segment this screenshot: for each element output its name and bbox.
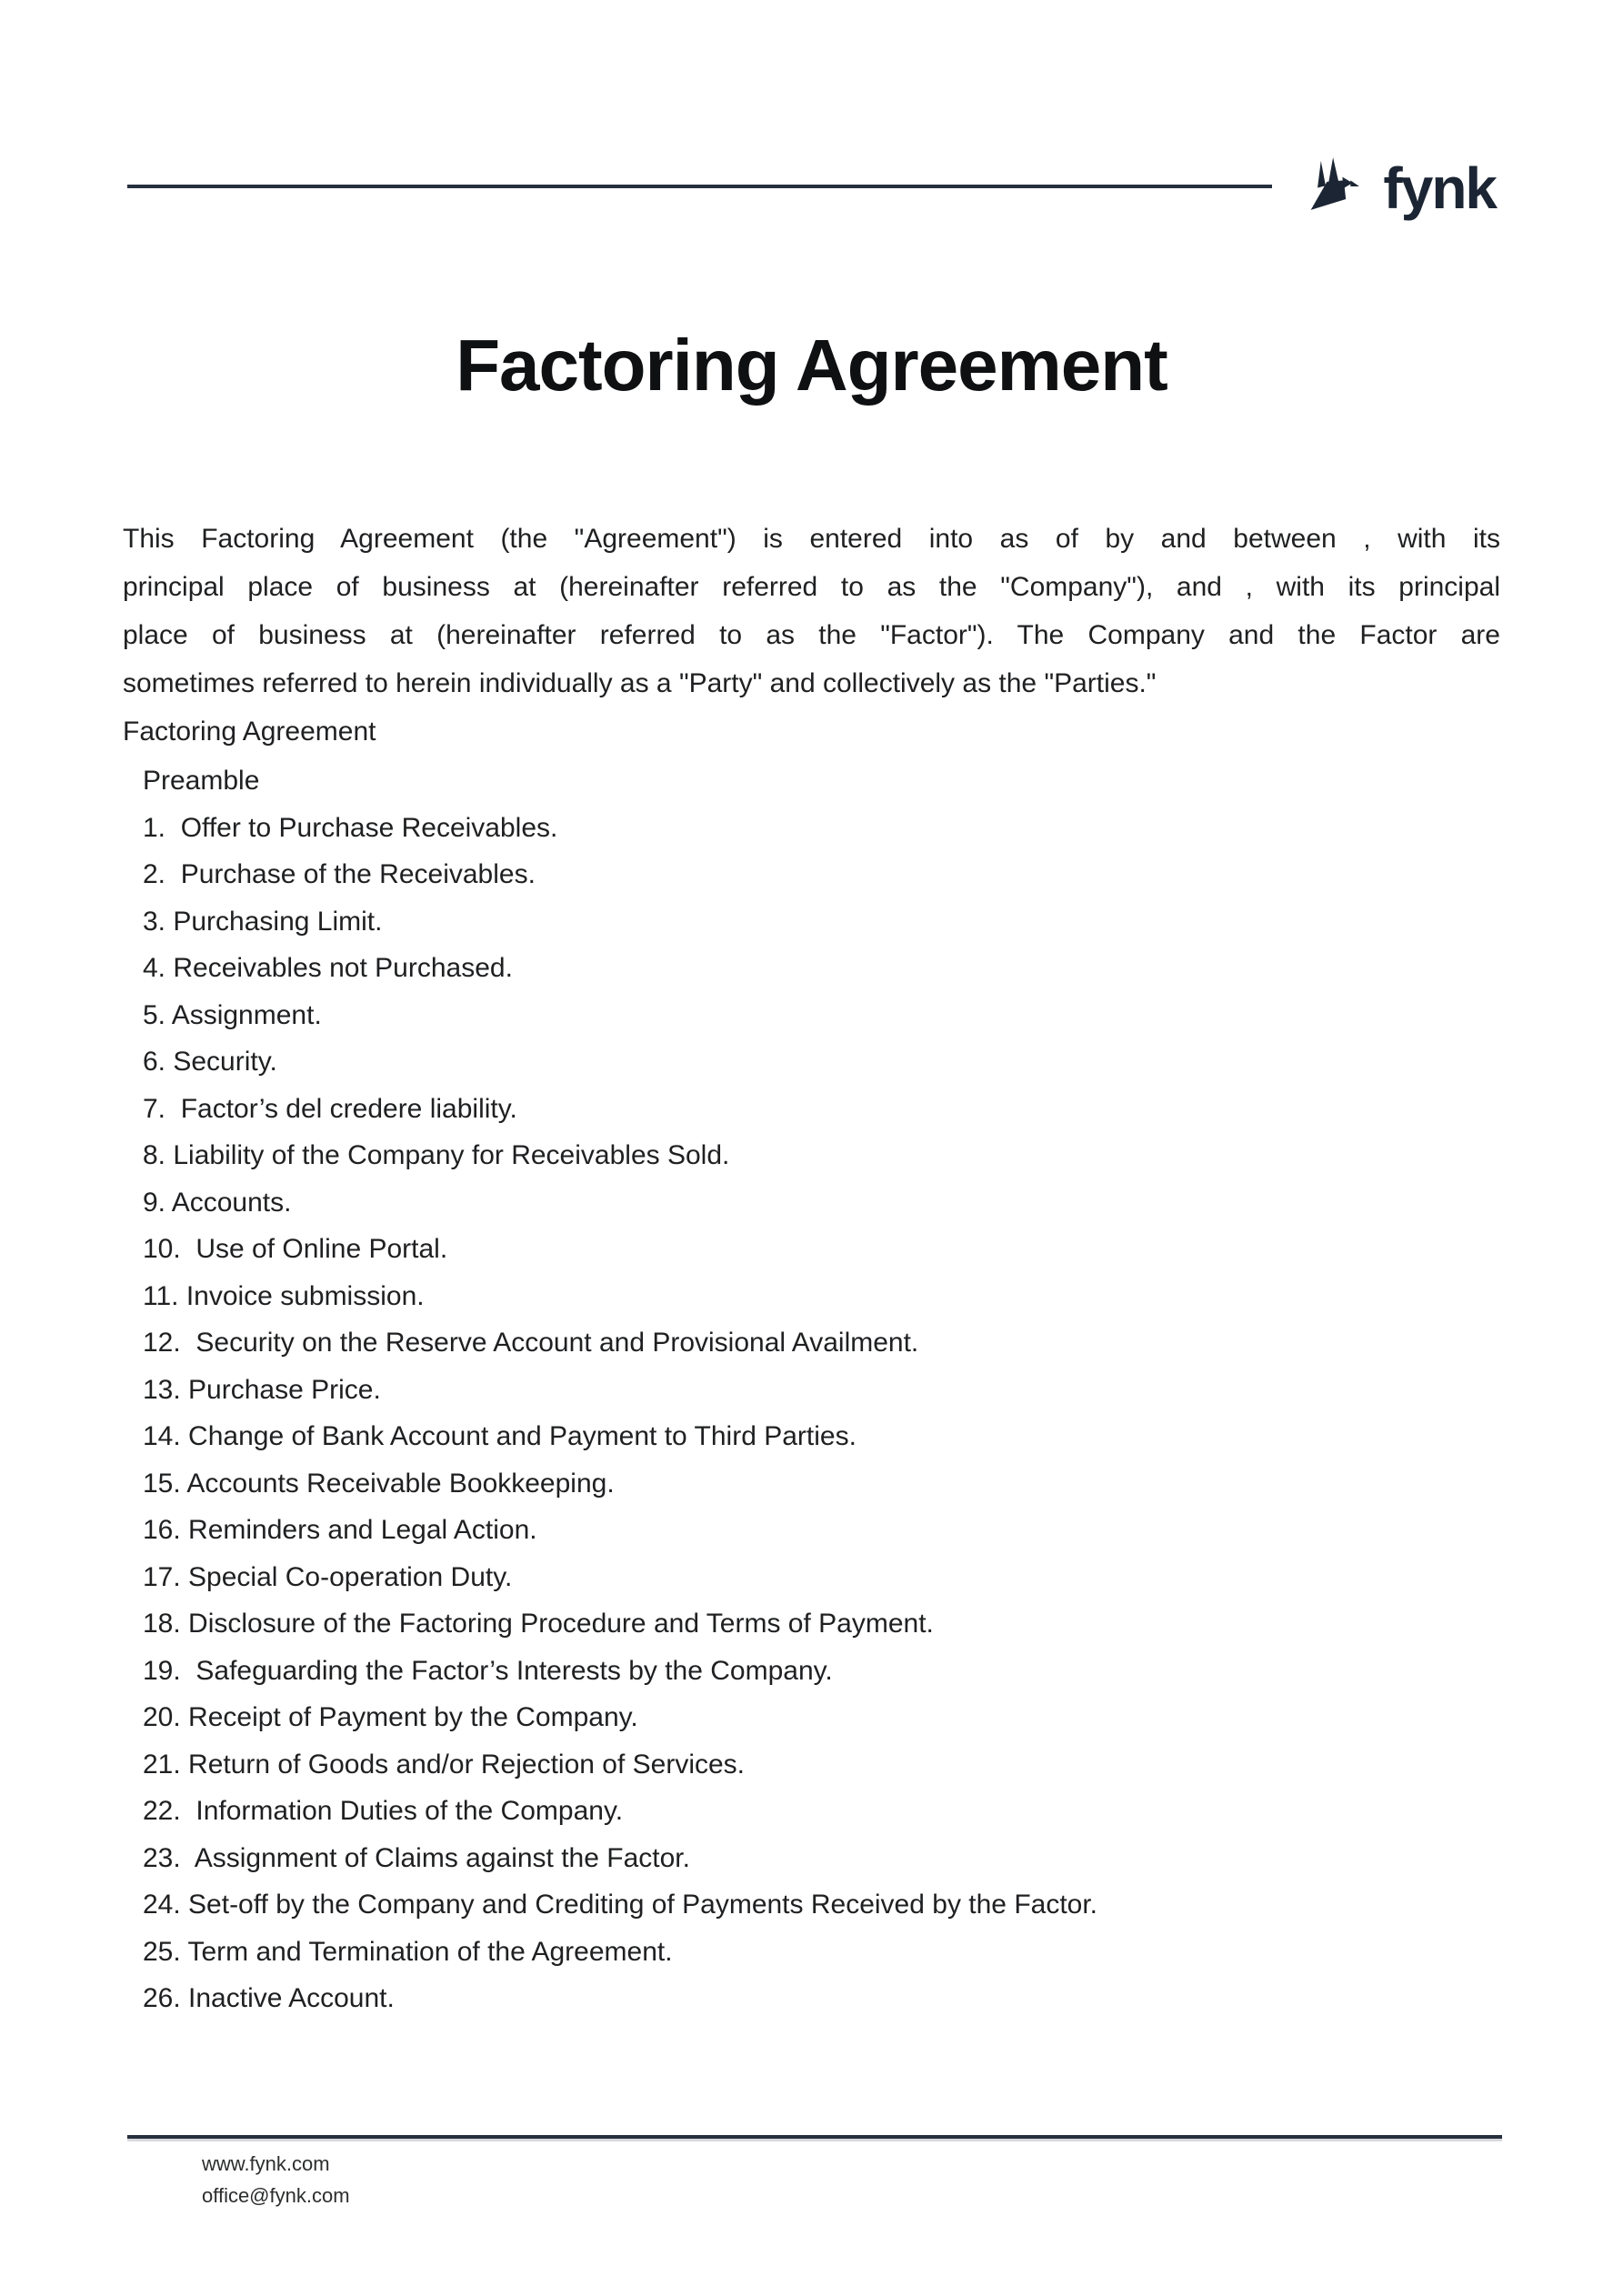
toc-item: 22. Information Duties of the Company. (143, 1796, 624, 1826)
intro-subtitle: Factoring Agreement (123, 717, 376, 747)
toc-item: 23. Assignment of Claims against the Factor. (143, 1842, 690, 1873)
toc-item: 15. Accounts Receivable Bookkeeping. (143, 1468, 615, 1499)
toc-item: 19. Safeguarding the Factor’s Interests by the Company. (143, 1655, 833, 1686)
toc-item: 5. Assignment. (143, 999, 322, 1030)
header-rule (127, 185, 1272, 188)
toc-item: 10. Use of Online Portal. (143, 1234, 448, 1264)
footer-rule (127, 2135, 1502, 2139)
footer-website: www.fynk.com (202, 2152, 330, 2175)
toc-item: 1. Offer to Purchase Receivables. (143, 812, 558, 843)
toc-item: 8. Liability of the Company for Receivables Sold. (143, 1140, 730, 1170)
footer-email: office@fynk.com (202, 2184, 350, 2207)
toc-item: 6. Security. (143, 1047, 277, 1077)
toc-item: 3. Purchasing Limit. (143, 906, 383, 937)
toc-item: 26. Inactive Account. (143, 1983, 395, 2013)
intro-line: principal place of business at (hereinafter referred to as the "Company"), and , with its principal (123, 572, 1500, 602)
fynk-logo (1305, 147, 1496, 226)
toc-item: 4. Receivables not Purchased. (143, 953, 513, 983)
footer (202, 2148, 350, 2211)
toc-item: 13. Purchase Price. (143, 1374, 381, 1405)
fynk-wordmark: fynk (1383, 155, 1496, 221)
toc-item: 11. Invoice submission. (143, 1280, 425, 1311)
intro-line: place of business at (hereinafter referred to as the "Factor"). The Company and the Factor are (123, 620, 1500, 650)
page-title: Factoring Agreement (456, 325, 1167, 406)
toc-item: 17. Special Co-operation Duty. (143, 1561, 513, 1592)
toc-item: 24. Set-off by the Company and Crediting of Payments Received by the Factor. (143, 1890, 1098, 1920)
toc-item: 18. Disclosure of the Factoring Procedure and Terms of Payment. (143, 1609, 934, 1639)
intro-line: This Factoring Agreement (the "Agreement") is entered into as of by and between , with its (123, 524, 1500, 554)
intro-paragraph (123, 515, 1500, 756)
header (127, 136, 1496, 236)
toc-item: 7. Factor’s del credere liability. (143, 1093, 517, 1124)
table-of-contents (143, 757, 1502, 2022)
toc-item: 21. Return of Goods and/or Rejection of Services. (143, 1749, 746, 1780)
origami-bird-icon (1305, 147, 1372, 226)
toc-item: 2. Purchase of the Receivables. (143, 859, 536, 889)
toc-item: 16. Reminders and Legal Action. (143, 1515, 537, 1545)
toc-item: 9. Accounts. (143, 1187, 292, 1218)
toc-item: 12. Security on the Reserve Account and Provisional Availment. (143, 1328, 919, 1358)
toc-list (143, 805, 1502, 2022)
toc-item: 14. Change of Bank Account and Payment to Third Parties. (143, 1421, 857, 1451)
intro-line: sometimes referred to herein individually as a "Party" and collectively as the "Parties." (123, 668, 1157, 698)
toc-preamble: Preamble (143, 766, 260, 796)
toc-item: 20. Receipt of Payment by the Company. (143, 1702, 638, 1732)
toc-item: 25. Term and Termination of the Agreement. (143, 1936, 673, 1967)
